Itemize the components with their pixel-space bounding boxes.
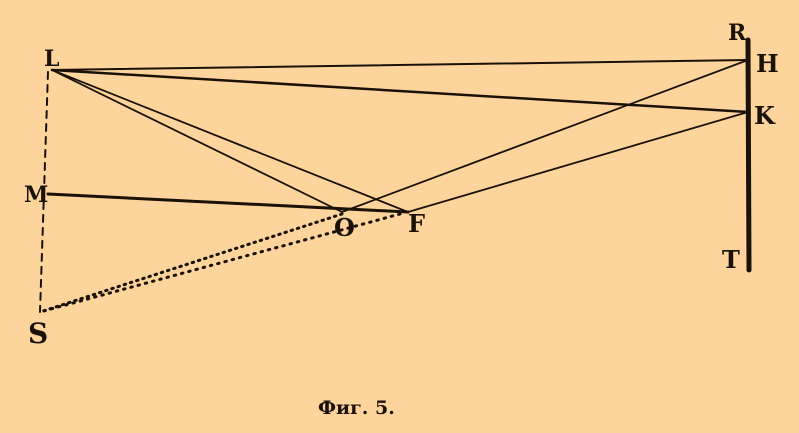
line-O-H xyxy=(342,60,748,212)
line-R-T xyxy=(748,40,749,270)
label-R: R xyxy=(728,20,747,46)
line-L-K xyxy=(52,70,748,112)
line-L-F xyxy=(52,70,408,212)
line-M-F xyxy=(48,194,408,212)
line-F-K xyxy=(408,112,748,212)
line-L-H xyxy=(52,60,748,70)
label-F: F xyxy=(408,209,426,238)
line-O-S-dotted xyxy=(40,214,342,312)
label-M: M xyxy=(24,182,49,208)
line-L-O xyxy=(52,70,342,212)
label-O: O xyxy=(334,213,355,242)
figure-caption: Фиг. 5. xyxy=(318,397,395,419)
label-T: T xyxy=(722,245,740,274)
label-H: H xyxy=(756,49,779,78)
label-S: S xyxy=(28,317,49,350)
label-K: K xyxy=(754,101,775,130)
label-L: L xyxy=(44,46,60,72)
